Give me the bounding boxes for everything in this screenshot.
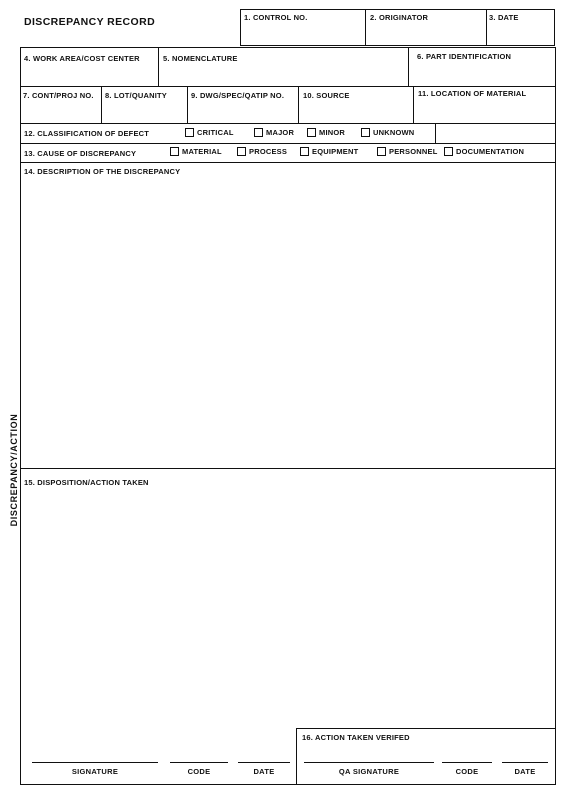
critical-checkbox[interactable] (185, 128, 234, 137)
nomenclature-field[interactable]: 5. NOMENCLATURE (163, 54, 238, 63)
personnel-label: PERSONNEL (389, 147, 438, 156)
disposition-label: 15. DISPOSITION/ACTION TAKEN (24, 478, 149, 487)
originator-field[interactable]: 2. ORIGINATOR (370, 13, 429, 22)
documentation-checkbox[interactable] (444, 147, 524, 156)
equipment-checkbox[interactable] (300, 147, 358, 156)
disposition-area[interactable] (22, 490, 554, 726)
work-area-field[interactable]: 4. WORK AREA/COST CENTER (24, 54, 140, 63)
dwg-spec-field[interactable]: 9. DWG/SPEC/QATIP NO. (191, 91, 285, 100)
documentation-label: DOCUMENTATION (456, 147, 525, 156)
side-label-text: DISCREPANCY/ACTION (9, 413, 19, 527)
material-checkbox[interactable] (170, 147, 222, 156)
location-of-material-field[interactable]: 11. LOCATION OF MATERIAL (418, 89, 527, 98)
signature-field[interactable]: SIGNATURE (71, 767, 119, 776)
date-field[interactable]: 3. DATE (489, 13, 519, 22)
qa-date-field[interactable]: DATE (514, 767, 536, 776)
major-checkbox[interactable] (254, 128, 294, 137)
part-identification-field[interactable]: 6. PART IDENTIFICATION (417, 52, 512, 61)
action-verified-label: 16. ACTION TAKEN VERIFED (302, 733, 410, 742)
qa-code-field[interactable]: CODE (455, 767, 479, 776)
equipment-label: EQUIPMENT (312, 147, 359, 156)
unknown-label: UNKNOWN (373, 128, 415, 137)
lot-quantity-field[interactable]: 8. LOT/QUANITY (105, 91, 167, 100)
form-title: DISCREPANCY RECORD (24, 16, 156, 28)
personnel-checkbox[interactable] (377, 147, 437, 156)
process-label: PROCESS (249, 147, 288, 156)
description-label: 14. DESCRIPTION OF THE DISCREPANCY (24, 167, 181, 176)
minor-label: MINOR (319, 128, 345, 137)
signature-date-field[interactable]: DATE (253, 767, 275, 776)
cont-proj-no-field[interactable]: 7. CONT/PROJ NO. (23, 91, 94, 100)
side-label (3, 415, 25, 525)
source-field[interactable]: 10. SOURCE (303, 91, 350, 100)
qa-signature-field[interactable]: QA SIGNATURE (338, 767, 400, 776)
process-checkbox[interactable] (237, 147, 287, 156)
critical-label: CRITICAL (197, 128, 234, 137)
minor-checkbox[interactable] (307, 128, 345, 137)
code-field[interactable]: CODE (187, 767, 211, 776)
major-label: MAJOR (266, 128, 295, 137)
cause-label: 13. CAUSE OF DISCREPANCY (24, 149, 137, 158)
control-no-field[interactable]: 1. CONTROL NO. (244, 13, 308, 22)
description-area[interactable] (22, 178, 554, 466)
material-label: MATERIAL (182, 147, 222, 156)
unknown-checkbox[interactable] (361, 128, 414, 137)
classification-label: 12. CLASSIFICATION OF DEFECT (24, 129, 150, 138)
